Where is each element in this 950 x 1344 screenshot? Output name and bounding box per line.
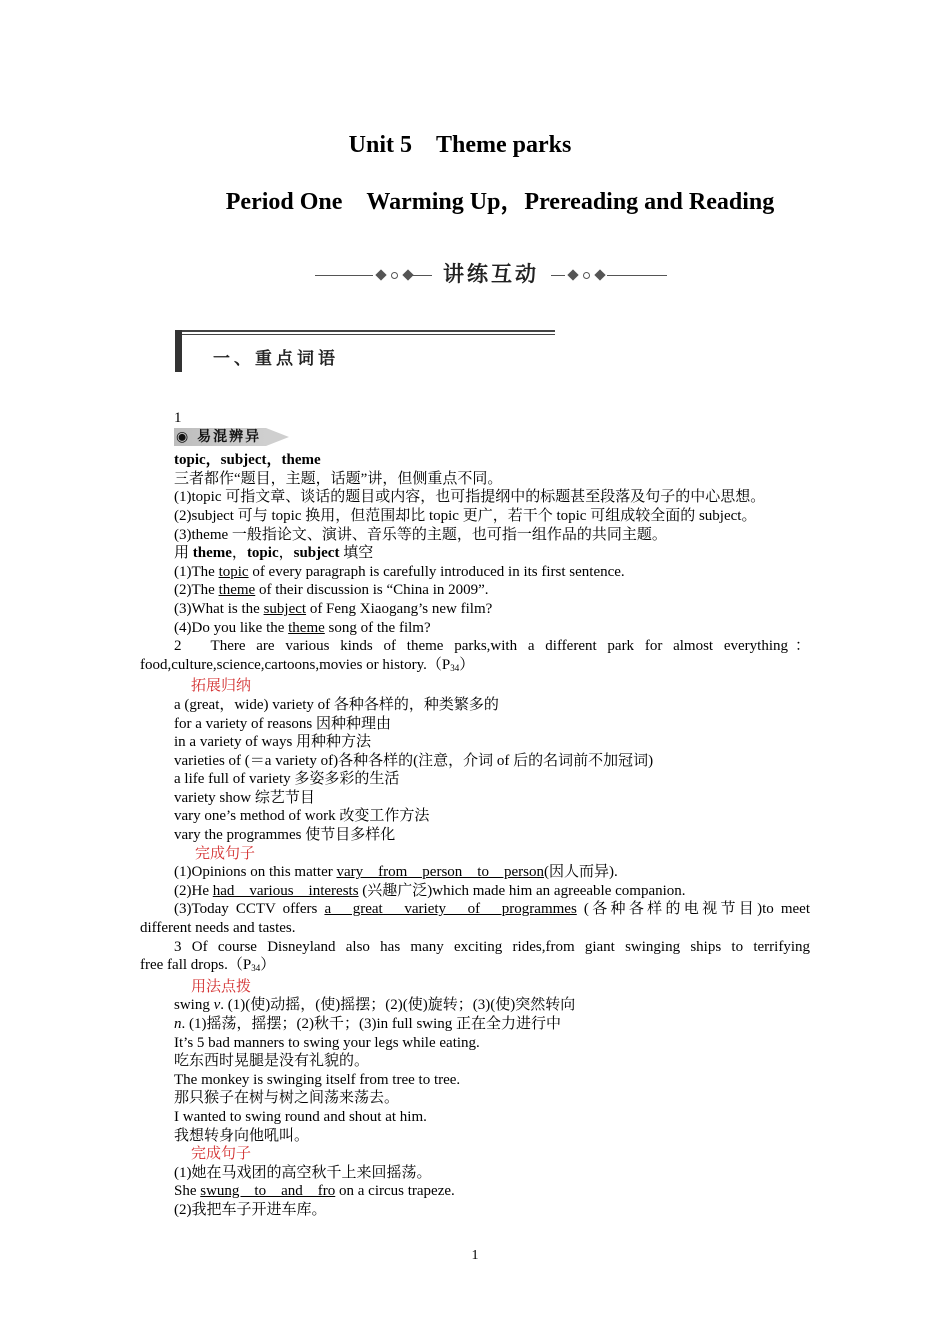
exercise-instruction <box>140 544 810 563</box>
text-run: ） <box>459 656 475 673</box>
text-run: (兴趣广泛)which made him an agreeable companion. <box>358 882 686 899</box>
phrase-line: variety show 综艺节目 <box>174 789 315 806</box>
keyword: theme <box>192 545 232 562</box>
badge-row <box>140 428 810 452</box>
banner-left-line <box>412 275 432 276</box>
example-line: 我想转身向他吼叫。 <box>174 1127 310 1144</box>
exercise-prompt: (1)她在马戏团的高空秋千上来回摇荡。 <box>174 1164 432 1181</box>
item-sentence: 2 There are various kinds of theme parks,with a different park for almost everything： <box>174 638 810 655</box>
item-sentence: 3 Of course Disneyland also has many exciting rides,from giant swinging ships to terrifying <box>174 938 810 955</box>
circle-icon <box>583 272 590 279</box>
exercise-line <box>140 563 810 582</box>
banner-title: 讲练互动 <box>443 262 539 286</box>
page-ref: 34 <box>450 662 460 673</box>
keyword: topic <box>246 545 279 562</box>
text-run: (1)The <box>174 563 219 580</box>
item-sentence-cont <box>140 956 810 978</box>
exercise-line-cont: different needs and tastes. <box>140 920 296 937</box>
answer: theme <box>288 619 325 636</box>
page-ref: 34 <box>251 963 261 974</box>
document-body <box>140 409 810 1220</box>
answer: vary from person to person <box>336 864 544 881</box>
text-run: ， <box>231 545 247 562</box>
subsection-label: 拓展归纳 <box>191 678 252 695</box>
example-line: The monkey is swinging itself from tree to tree. <box>174 1071 461 1088</box>
phrase-line: a (great，wide) variety of 各种各样的，种类繁多的 <box>174 696 499 713</box>
banner-right-line <box>607 275 667 276</box>
phrase-line: vary one’s method of work 改变工作方法 <box>174 808 430 825</box>
exercise-line <box>140 1182 810 1201</box>
subsection-label: 完成句子 <box>195 845 256 862</box>
phrase-line: a life full of variety 多姿多彩的生活 <box>174 771 400 788</box>
text-run: (1)Opinions on this matter <box>174 864 337 881</box>
text-run: 用 <box>174 545 193 562</box>
answer: a great variety of programmes <box>324 901 577 918</box>
diamond-icon <box>567 269 578 280</box>
exercise-line <box>140 882 810 901</box>
text-run: ） <box>260 957 276 974</box>
text-run: on a circus trapeze. <box>335 1183 455 1200</box>
text-run: (2)He <box>174 882 213 899</box>
text-run: song of the film? <box>324 619 431 636</box>
answer: had various interests <box>212 882 359 899</box>
answer: subject <box>263 600 307 617</box>
phrase-line: varieties of (＝a variety of)各种各样的(注意，介词 of 后的名词前不加冠词) <box>174 752 654 769</box>
explanation-line: (2)subject 可与 topic 换用，但范围却比 topic 更广，若干个 topic 可组成较全面的 subject。 <box>174 507 757 524</box>
circle-icon <box>391 272 398 279</box>
heading-bar <box>175 330 182 372</box>
period-title: Period One Warming Up，Prereading and Reading <box>225 189 775 215</box>
exercise-line <box>140 619 810 638</box>
diamond-icon <box>594 269 605 280</box>
badge-arrow <box>266 428 289 446</box>
diamond-icon <box>375 269 386 280</box>
text-run: (因人而异). <box>543 864 618 881</box>
text-run: (3)What is the <box>174 600 264 617</box>
exercise-prompt: (2)我把车子开进车库。 <box>174 1201 327 1218</box>
text-run: free fall drops.（P <box>140 957 252 974</box>
item-number: 1 <box>174 410 182 426</box>
text-run: . (1)摇荡，摇摆；(2)秋千；(3)in full swing 正在全力进行中 <box>181 1016 562 1032</box>
item-heading: topic，subject，theme <box>174 452 321 469</box>
usage-line <box>140 996 810 1015</box>
section-heading <box>175 330 555 372</box>
text-run: . (1)(使)动摇，(使)摇摆；(2)(使)旋转；(3)(使)突然转向 <box>220 997 576 1014</box>
explanation-line: (1)topic 可指文章、谈话的题目或内容，也可指提纲中的标题甚至段落及句子的中心思想。 <box>174 489 766 506</box>
example-line: It’s 5 bad manners to swing your legs while eating. <box>174 1034 480 1051</box>
answer: swung to and fro <box>200 1183 336 1200</box>
explanation-line: 三者都作“题目，主题，话题”讲，但侧重点不同。 <box>174 470 503 487</box>
explanation-line: (3)theme 一般指论文、演讲、音乐等的主题，也可指一组作品的共同主题。 <box>174 526 667 543</box>
answer: topic <box>218 563 249 580</box>
heading-rule <box>182 330 555 332</box>
text-run: (4)Do you like the <box>174 619 289 636</box>
text-run: of every paragraph is carefully introduced in its first sentence. <box>248 563 625 580</box>
text-run: of their discussion is “China in 2009”. <box>255 582 489 599</box>
text-run: (各种各样的电视节目)to meet <box>576 901 810 918</box>
exercise-line <box>140 581 810 600</box>
text-run: She <box>174 1183 201 1200</box>
banner-right-line <box>551 275 565 276</box>
part-of-speech: n <box>174 1016 182 1032</box>
example-line: I wanted to swing round and shout at him. <box>174 1108 427 1125</box>
phrase-line: for a variety of reasons 因种种理由 <box>174 715 392 732</box>
text-run: 填空 <box>339 545 374 562</box>
page-number: 1 <box>471 1248 479 1263</box>
subsection-label: 完成句子 <box>191 1146 252 1163</box>
example-line: 那只猴子在树与树之间荡来荡去。 <box>174 1090 400 1107</box>
item-sentence-cont <box>140 656 810 678</box>
answer: theme <box>218 582 256 599</box>
unit-title: Unit 5 Theme parks <box>348 132 572 158</box>
section-banner <box>315 258 667 290</box>
text-run: food,culture,science,cartoons,movies or history.（P <box>140 656 451 673</box>
confusables-badge <box>174 428 289 446</box>
exercise-line <box>140 600 810 619</box>
exercise-line <box>140 900 810 919</box>
phrase-line: in a variety of ways 用种种方法 <box>174 734 372 751</box>
section-heading-text: 一、重点词语 <box>213 349 339 369</box>
text-run: of Feng Xiaogang’s new film? <box>306 600 493 617</box>
usage-line <box>140 1015 810 1034</box>
text-run: ， <box>278 545 294 562</box>
keyword: subject <box>293 545 340 562</box>
heading-rule <box>182 334 555 335</box>
text-run: swing <box>174 997 214 1014</box>
subsection-label: 用法点拨 <box>191 978 252 995</box>
text-run: (2)The <box>174 582 219 599</box>
example-line: 吃东西时晃腿是没有礼貌的。 <box>174 1053 370 1070</box>
phrase-line: vary the programmes 使节目多样化 <box>174 827 396 844</box>
badge-label: ◉ 易混辨异 <box>176 428 262 445</box>
exercise-line <box>140 863 810 882</box>
banner-left-line <box>315 275 373 276</box>
part-of-speech: v <box>213 997 221 1014</box>
text-run: (3)Today CCTV offers <box>174 901 325 918</box>
